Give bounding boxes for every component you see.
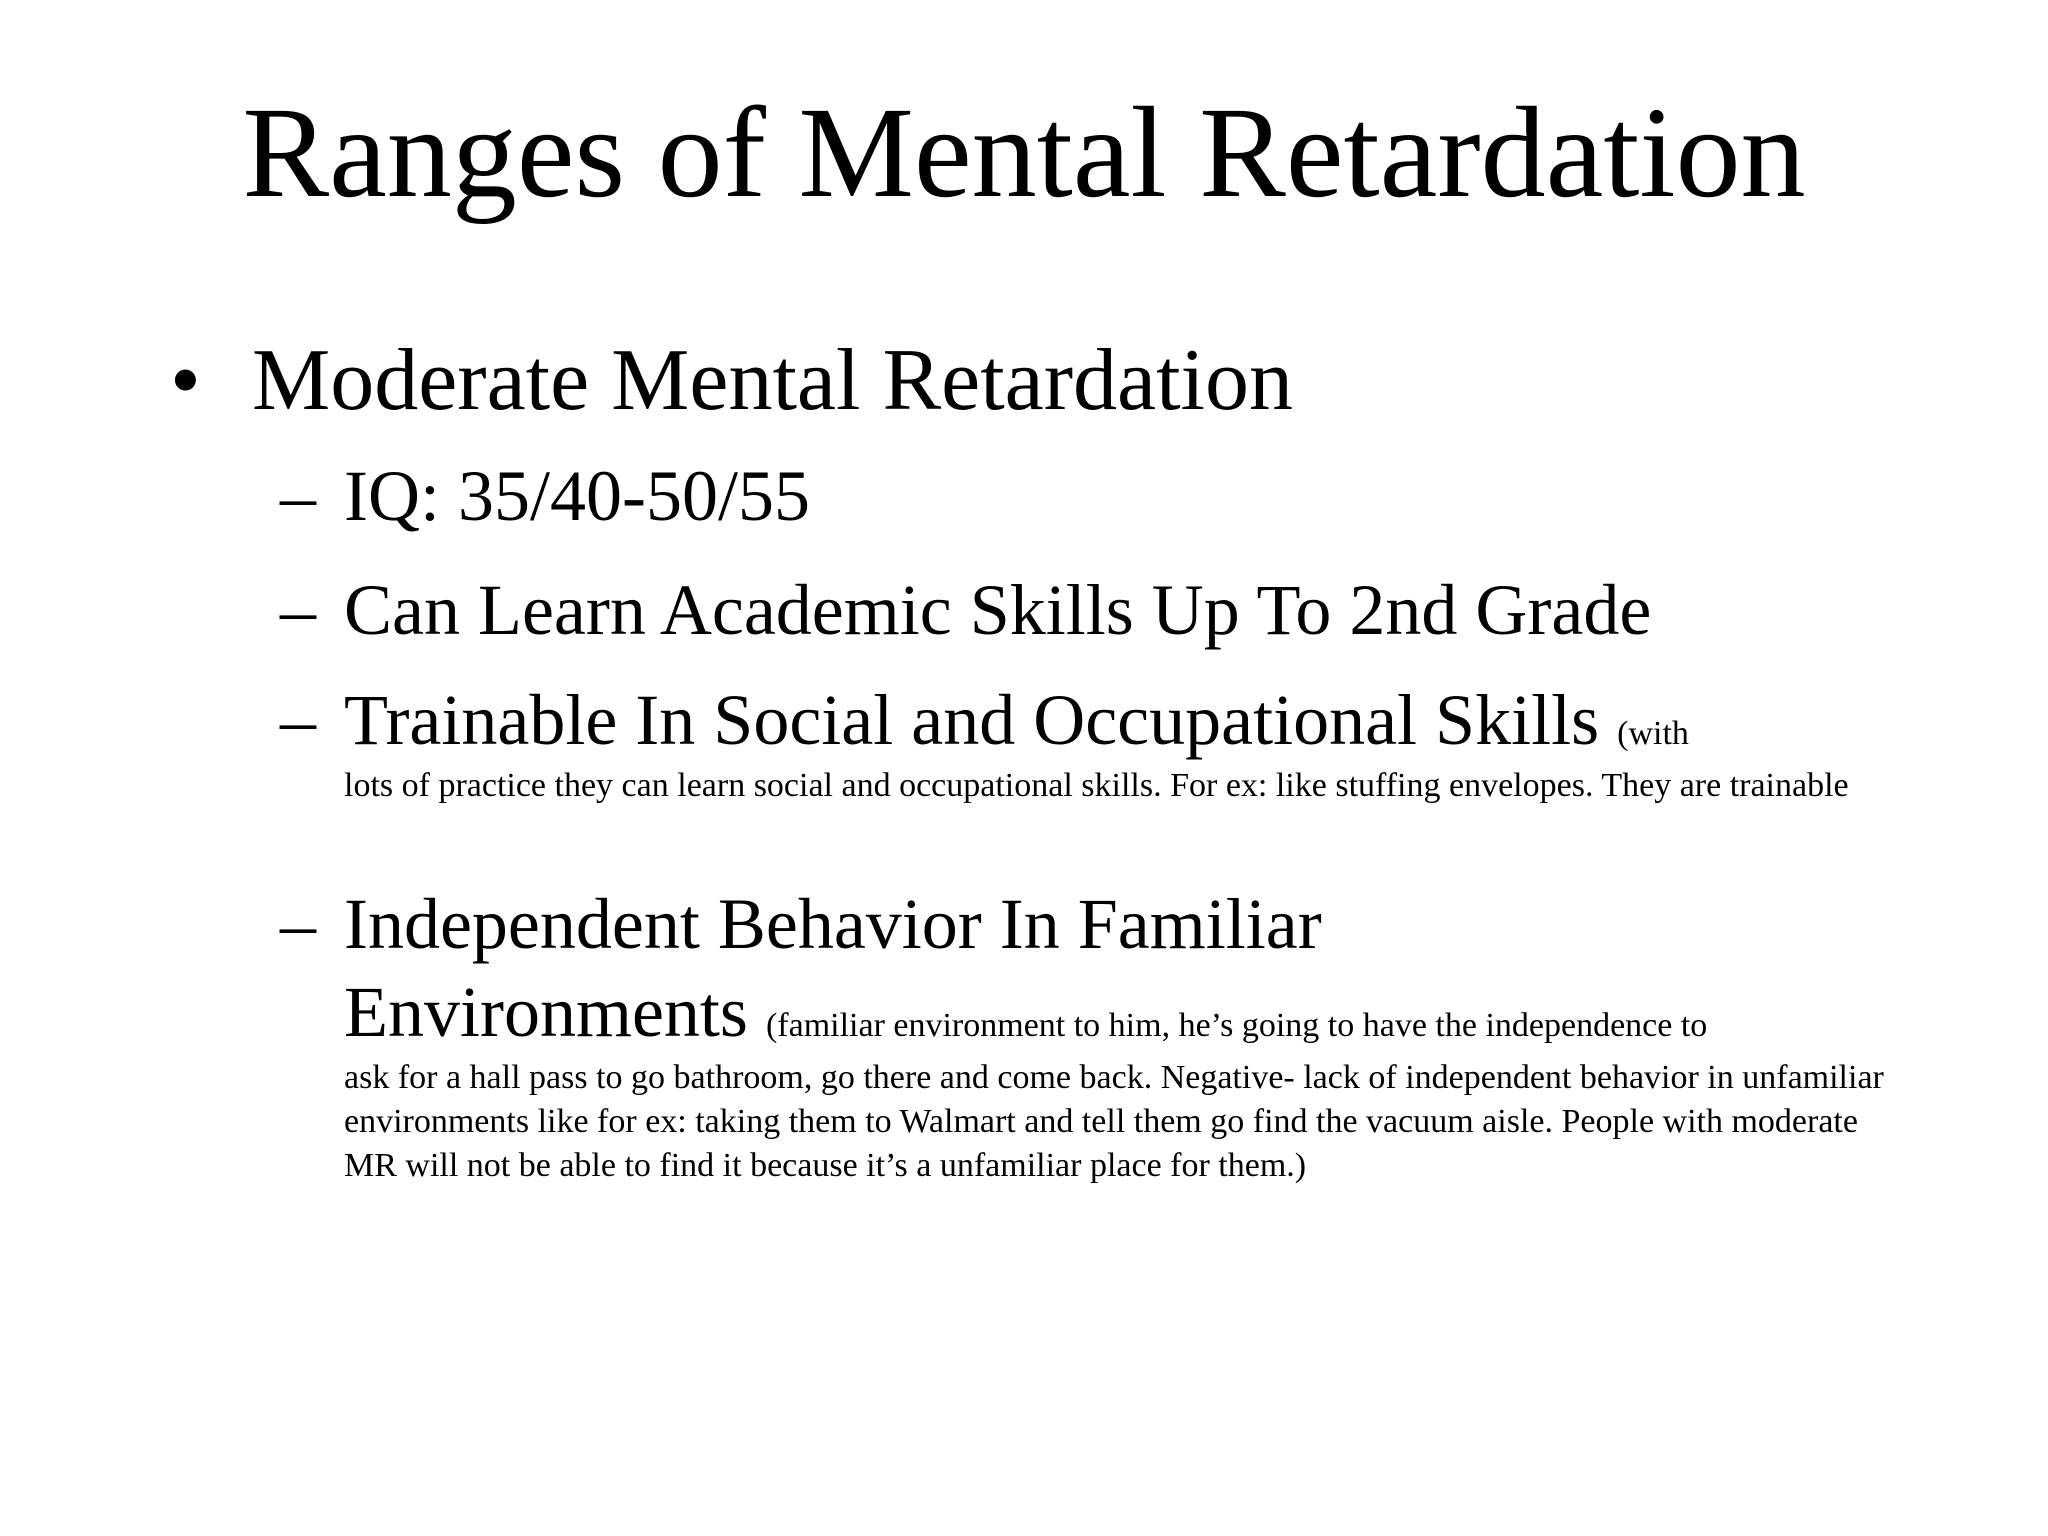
dash-marker: – bbox=[280, 456, 316, 536]
sub-item-iq bbox=[280, 452, 1900, 540]
bullet-text: Moderate Mental Retardation bbox=[252, 332, 1293, 429]
bullet-marker: • bbox=[170, 332, 201, 429]
sub-item-text-line1: Independent Behavior In Familiar bbox=[344, 884, 1322, 964]
sub-item-note: lots of practice they can learn social and occupational skills. For ex: like stuffing envelopes. They are trainable bbox=[344, 767, 1849, 804]
bullet-item bbox=[170, 326, 1293, 436]
sub-item-independent bbox=[280, 880, 1900, 1188]
sub-item-note-start: (with bbox=[1617, 715, 1689, 752]
dash-marker: – bbox=[280, 884, 316, 964]
sub-item-text: IQ: 35/40-50/55 bbox=[344, 456, 810, 536]
slide-title: Ranges of Mental Retardation bbox=[242, 81, 1806, 225]
sub-item-note-start: (familiar environment to him, he’s going to have the independence to bbox=[765, 1007, 1708, 1044]
sub-item-academic bbox=[280, 566, 1900, 654]
dash-marker: – bbox=[280, 680, 316, 760]
sub-item-text-line2: Environments bbox=[344, 972, 748, 1052]
sub-item-text: Can Learn Academic Skills Up To 2nd Grade bbox=[344, 570, 1652, 650]
sub-item-trainable bbox=[280, 676, 1900, 808]
sub-item-note: ask for a hall pass to go bathroom, go there and come back. Negative- lack of independent behavior in unfamiliar environments like for ex: taking them to Walmart and tell them go find the vacuum aisle. People with moderate MR will not be able to find it because it’s a unfamiliar place for them.) bbox=[344, 1059, 1884, 1184]
sub-item-text: Trainable In Social and Occupational Skills bbox=[344, 680, 1600, 760]
dash-marker: – bbox=[280, 570, 316, 650]
